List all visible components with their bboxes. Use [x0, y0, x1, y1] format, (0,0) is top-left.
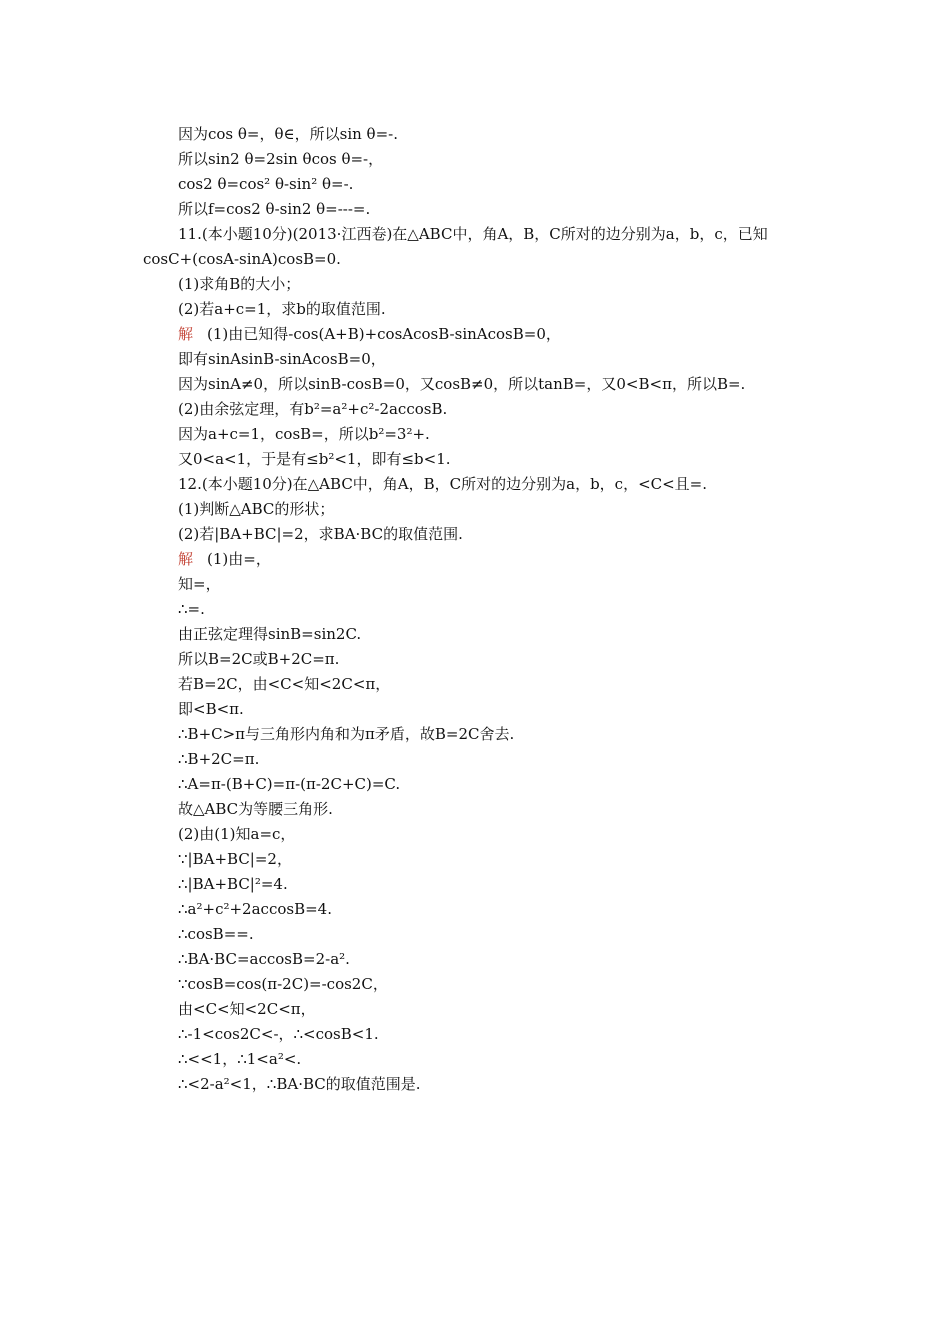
text-line: ∵|BA+BC|=2，	[178, 850, 292, 868]
text-line: 知=，	[178, 575, 221, 593]
text-line: cos2 θ=cos² θ-sin² θ=-.	[178, 175, 354, 193]
solution-line: 解 (1)由已知得-cos(A+B)+cosAcosB-sinAcosB=0，	[178, 325, 561, 343]
text-line: cosC+(cosA-sinA)cosB=0.	[143, 250, 341, 268]
text-line: (2)由(1)知a=c，	[178, 825, 296, 843]
text-line: 由<C<知<2C<π，	[178, 1000, 316, 1018]
text-line: 若B=2C，由<C<知<2C<π，	[178, 675, 391, 693]
text-line: ∴-1<cos2C<-，∴<cosB<1.	[178, 1025, 379, 1043]
text-line: (1)求角B的大小；	[178, 275, 301, 293]
text-line: (2)若a+c=1，求b的取值范围.	[178, 300, 386, 318]
problem-11-statement: 11.(本小题10分)(2013·江西卷)在△ABC中，角A，B，C所对的边分别为a，b，c，已知	[178, 225, 768, 243]
text-line: ∴B+C>π与三角形内角和为π矛盾，故B=2C舍去.	[178, 725, 515, 743]
solution-label: 解	[178, 550, 194, 568]
text-line: 因为a+c=1，cosB=，所以b²=3²+.	[178, 425, 430, 443]
text-line: 又0<a<1，于是有≤b²<1，即有≤b<1.	[178, 450, 451, 468]
text-line: (2)若|BA+BC|=2，求BA·BC的取值范围.	[178, 525, 463, 543]
text-line: ∴<<1，∴1<a²<.	[178, 1050, 302, 1068]
text-line: (1)判断△ABC的形状；	[178, 500, 335, 518]
text-line: ∴=.	[178, 600, 205, 618]
text-line: (2)由余弦定理，有b²=a²+c²-2accosB.	[178, 400, 448, 418]
solution-label: 解	[178, 325, 194, 343]
text-line: ∴a²+c²+2accosB=4.	[178, 900, 332, 918]
text-line: 所以f=cos2 θ-sin2 θ=---=.	[178, 200, 371, 218]
text-line: ∵cosB=cos(π-2C)=-cos2C，	[178, 975, 388, 993]
text-line: ∴A=π-(B+C)=π-(π-2C+C)=C.	[178, 775, 401, 793]
text-line: 所以B=2C或B+2C=π.	[178, 650, 340, 668]
solution-line: 解 (1)由=，	[178, 550, 271, 568]
text-line: 即<B<π.	[178, 700, 244, 718]
problem-12-statement: 12.(本小题10分)在△ABC中，角A，B，C所对的边分别为a，b，c，<C<且=.	[178, 475, 708, 493]
text-line: ∴<2-a²<1，∴BA·BC的取值范围是.	[178, 1075, 421, 1093]
text-line: 由正弦定理得sinB=sin2C.	[178, 625, 362, 643]
text-line: ∴BA·BC=accosB=2-a².	[178, 950, 350, 968]
text-line: ∴|BA+BC|²=4.	[178, 875, 288, 893]
text-line: 即有sinAsinB-sinAcosB=0，	[178, 350, 386, 368]
text-line: 因为cos θ=，θ∈，所以sin θ=-.	[178, 125, 398, 143]
text-line: 所以sin2 θ=2sin θcos θ=-，	[178, 150, 384, 168]
text-line: 因为sinA≠0，所以sinB-cosB=0，又cosB≠0，所以tanB=，又0<B<π，所以B=.	[178, 375, 746, 393]
text-line: ∴cosB==.	[178, 925, 254, 943]
text-line: ∴B+2C=π.	[178, 750, 260, 768]
text-line: 故△ABC为等腰三角形.	[178, 800, 333, 818]
